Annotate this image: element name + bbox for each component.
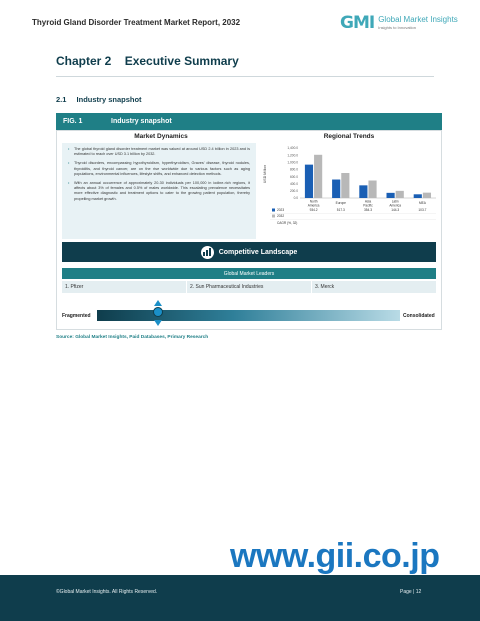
y-axis-label: USD Million [263,164,267,184]
legend-label: 2023 [277,208,285,213]
legend-swatch-2032 [272,215,275,218]
page-header [0,0,480,42]
figure-title: Industry snapshot [111,118,172,125]
watermark-url: www.gii.co.jp [230,537,440,575]
y-tick-label: 800.0 [290,167,298,172]
gmi-logo [340,12,458,34]
figure-header [56,113,442,130]
market-concentration-scale [97,310,400,321]
legend-label: 2032 [277,214,285,219]
y-tick-label: 1,200.0 [287,153,298,158]
section-number: 2.1 [56,95,67,104]
bar-2032 [314,155,322,198]
chapter-number: Chapter 2 [56,54,112,68]
y-tick-label: 400.0 [290,181,298,186]
logo-text [378,16,458,30]
bar-2023 [414,194,422,198]
section-title: Industry snapshot [76,95,142,104]
scale-marker [153,307,163,317]
legend-swatch-2023 [272,209,275,212]
market-leaders-row [62,281,436,293]
x-tick-label: America [307,203,320,208]
logo-mark: GMI [340,13,375,33]
figure-number: FIG. 1 [63,118,83,125]
bar-2032 [423,193,431,198]
fragmented-label: Fragmented [62,313,91,319]
competitive-landscape-banner [62,242,436,262]
figure-source: Source: Global Market Insights, Paid Databases, Primary Research [56,335,209,340]
footer-copyright: ©Global Market Insights. All Rights Reserved. [56,589,158,595]
bar-2023 [386,193,394,198]
chapter-divider [56,76,434,77]
data-table-cell: 103.7 [418,208,427,213]
logo-tagline: Insights to Innovation [378,25,417,30]
y-tick-label: 0.0 [293,196,298,201]
bar-2023 [359,185,367,198]
bar-2023 [305,165,313,198]
data-table-cell: 517.3 [336,208,345,213]
market-dynamics-list [68,147,250,202]
section-heading [56,95,142,104]
market-leader-2: 2. Sun Pharmaceutical Industries [187,281,312,293]
bar-2032 [341,173,349,198]
document-title: Thyroid Gland Disorder Treatment Market Report, 2032 [32,18,241,27]
market-leaders-header: Global Market Leaders [62,268,436,279]
market-dynamics-bullet: • Thyroid disorders, encompassing hypothyroidism, hyperthyroidism, Graves' disease, thyroid nodules, thyroiditis, and thyroid cancer, are on the rise worldwide due to various factors such as aging populations, environmental influences, lifestyle shifts, and enhanced detection methods. [68,161,250,177]
y-tick-label: 200.0 [290,189,298,194]
bar-2032 [396,191,404,198]
data-table-cell: 144.3 [391,208,400,213]
bar-chart-icon [201,246,214,259]
consolidated-label: Consolidated [403,313,435,319]
x-tick-label: Pacific [363,203,373,208]
footer-page-number: Page | 12 [400,589,422,595]
data-table-cell: 354.3 [364,208,372,213]
market-leader-1: 1. Pfizer [62,281,187,293]
bar-2032 [368,181,376,199]
x-tick-label: Latin [391,199,399,204]
regional-trends-title: Regional Trends [323,133,375,140]
market-dynamics-bullet: • The global thyroid gland disorder treatment market was valued at around USD 2.4 billion in 2023 and is estimated to reach over USD 3.1 billion by 2032. [68,147,250,157]
y-tick-label: 600.0 [290,174,298,179]
data-table-cell: 934.2 [309,208,318,213]
market-dynamics-panel [62,143,256,239]
market-leader-3: 3. Merck [315,284,335,290]
competitive-landscape-title: Competitive Landscape [218,248,298,256]
y-tick-label: 1,000.0 [287,160,298,165]
x-tick-label: America [389,203,402,208]
logo-name: Global Market Insights [378,15,458,24]
page-footer [0,575,480,621]
bar-2023 [332,180,340,198]
regional-trends-chart [260,142,438,238]
x-tick-label: Europe [335,201,346,205]
scale-down-arrow-icon [154,320,162,326]
scale-up-arrow-icon [154,300,162,306]
chapter-heading [56,54,239,68]
cagr-label: CAGR (%, 32) [277,221,298,226]
x-tick-label: North [309,199,318,204]
y-tick-label: 1,400.0 [287,146,298,151]
x-tick-label: Asia [364,199,372,204]
market-dynamics-bullet: • With an annual occurrence of approximately 20-30 individuals per 100,000 in iodine-rich regions, it affects about 3% of females and 0.5% of males worldwide. This escalating prevalence necessitates more effective diagnostic and treatment options to cater to the growing patient population, thereby propelling market growth. [68,181,250,202]
x-tick-label: MEA [418,201,426,205]
market-dynamics-title: Market Dynamics [134,133,188,140]
chapter-title: Executive Summary [124,54,239,68]
